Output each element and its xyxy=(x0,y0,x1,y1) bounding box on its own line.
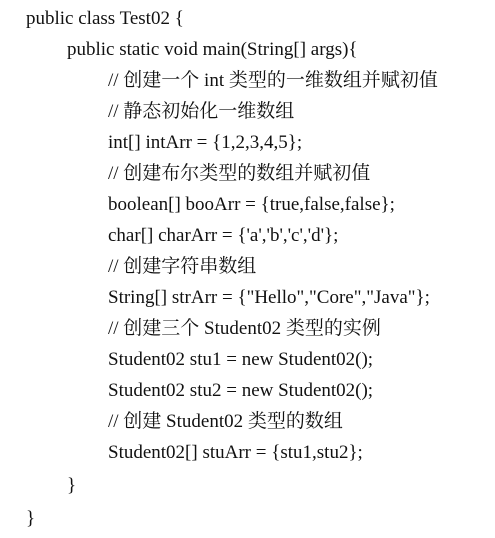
code-line: Student02 stu2 = new Student02(); xyxy=(108,380,374,401)
comment-line: // 创建布尔类型的数组并赋初值 xyxy=(108,163,371,184)
comment-line: // 静态初始化一维数组 xyxy=(108,101,295,122)
comment-line: // 创建字符串数组 xyxy=(108,256,257,277)
class-declaration-line: public class Test02 { xyxy=(26,8,184,29)
main-method-line: public static void main(String[] args){ xyxy=(67,39,358,60)
comment-line: // 创建一个 int 类型的一维数组并赋初值 xyxy=(108,70,438,91)
code-line: char[] charArr = {'a','b','c','d'}; xyxy=(108,225,339,246)
comment-line: // 创建 Student02 类型的数组 xyxy=(108,411,343,432)
code-line: int[] intArr = {1,2,3,4,5}; xyxy=(108,132,303,153)
comment-line: // 创建三个 Student02 类型的实例 xyxy=(108,318,381,339)
code-line: Student02[] stuArr = {stu1,stu2}; xyxy=(108,442,363,463)
method-closing-brace: } xyxy=(67,475,77,496)
code-line: Student02 stu1 = new Student02(); xyxy=(108,349,374,370)
class-closing-brace: } xyxy=(26,508,36,529)
code-line: boolean[] booArr = {true,false,false}; xyxy=(108,194,395,215)
code-line: String[] strArr = {"Hello","Core","Java"}; xyxy=(108,287,430,308)
